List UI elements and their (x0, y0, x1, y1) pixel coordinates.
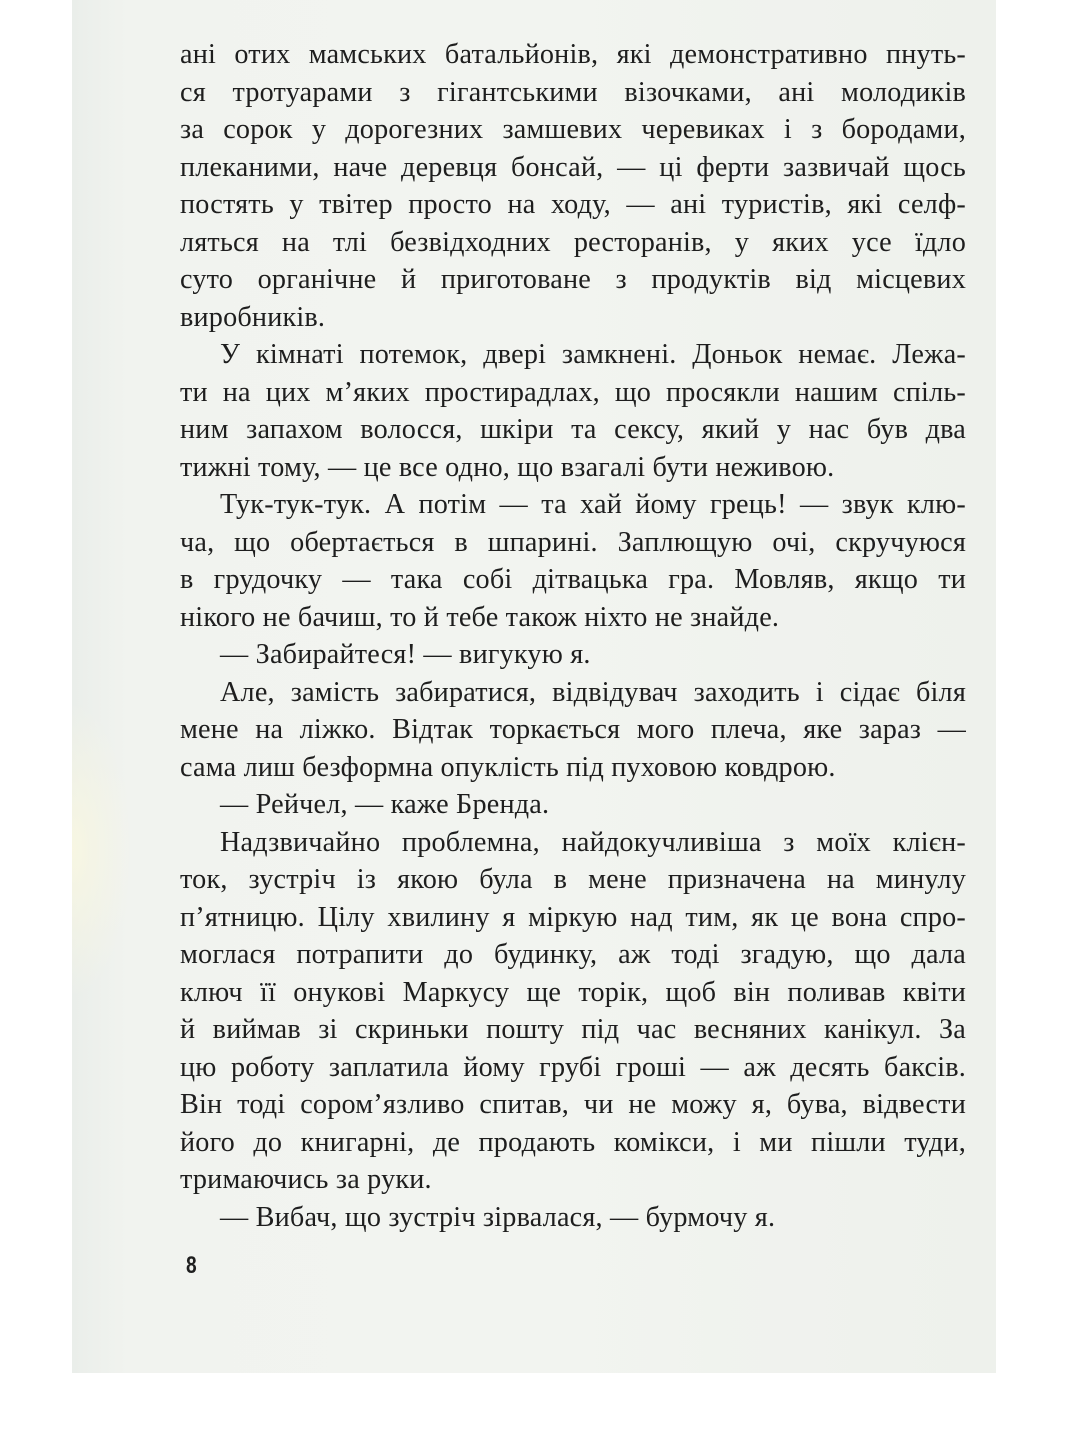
text-line: ся тротуарами з гігантськими візочками, ані молодиків (180, 76, 966, 108)
text-line: — Рейчел, — каже Бренда. (220, 789, 550, 820)
text-line: плеканими, наче деревця бонсай, — ці ферти зазвичай щось (180, 151, 966, 183)
text-line: тижні тому, — це все одно, що взагалі бути неживою. (180, 451, 835, 483)
text-line: Але, замість забиратися, відвідувач заходить і сідає біля (220, 676, 966, 708)
text-line: — Вибач, що зустріч зірвалася, — бурмочу я. (220, 1201, 776, 1233)
text-line: Тук-тук-тук. А потім — та хай йому грець! — звук клю- (220, 489, 966, 520)
text-line: нікого не бачиш, то й тебе також ніхто не знайде. (180, 601, 780, 633)
text-line: Надзвичайно проблемна, найдокучливіша з моїх клієн- (220, 826, 966, 858)
text-line: моглася потрапити до будинку, аж тоді згадую, що дала (180, 939, 966, 970)
text-line: постять у твітер просто на ходу, — ані туристів, які селф- (180, 189, 966, 220)
text-line: ти на цих м’яких простирадлах, що просякли нашим спіль- (180, 376, 966, 408)
text-line: ані отих мамських батальйонів, які демонстративно пнуть- (180, 39, 966, 70)
text-line: виробників. (180, 301, 326, 333)
text-line: ним запахом волосся, шкіри та сексу, який у нас був два (180, 414, 966, 445)
text-line: У кімнаті потемок, двері замкнені. Доньок немає. Лежа- (220, 339, 966, 370)
text-line: цю роботу заплатила йому грубі гроші — аж десять баксів. (180, 1051, 966, 1083)
text-line: ток, зустріч із якою була в мене призначена на минулу (180, 864, 966, 895)
text-line: п’ятницю. Цілу хвилину я міркую над тим, як це вона спро- (180, 901, 966, 933)
text-line: тримаючись за руки. (180, 1164, 432, 1195)
page-number: 8 (186, 1252, 197, 1279)
text-line: за сорок у дорогезних замшевих черевиках і з бородами, (180, 114, 966, 145)
text-line: ключ її онукові Маркусу ще торік, щоб він поливав квіти (180, 976, 966, 1008)
page-body-text (180, 36, 966, 1236)
text-line: суто органічне й приготоване з продуктів від місцевих (180, 264, 966, 295)
text-line: в грудочку — така собі дітвацька гра. Мовляв, якщо ти (180, 564, 966, 595)
text-line: ча, що обертається в шпарині. Заплющую очі, скручуюся (180, 526, 966, 558)
text-line: й виймав зі скриньки пошту під час весняних канікул. За (180, 1014, 966, 1045)
text-line: — Забирайтеся! — вигукую я. (220, 639, 591, 670)
text-line: ляться на тлі безвідходних ресторанів, у яких усе їдло (180, 226, 966, 258)
text-line: сама лиш безформна опуклість під пуховою ковдрою. (180, 751, 836, 783)
text-line: Він тоді сором’язливо спитав, чи не можу я, бува, відвести (180, 1089, 966, 1120)
book-page (72, 0, 996, 1373)
text-line: мене на ліжко. Відтак торкається мого плеча, яке зараз — (180, 714, 966, 745)
text-line: його до книгарні, де продають комікси, і ми пішли туди, (180, 1126, 966, 1158)
